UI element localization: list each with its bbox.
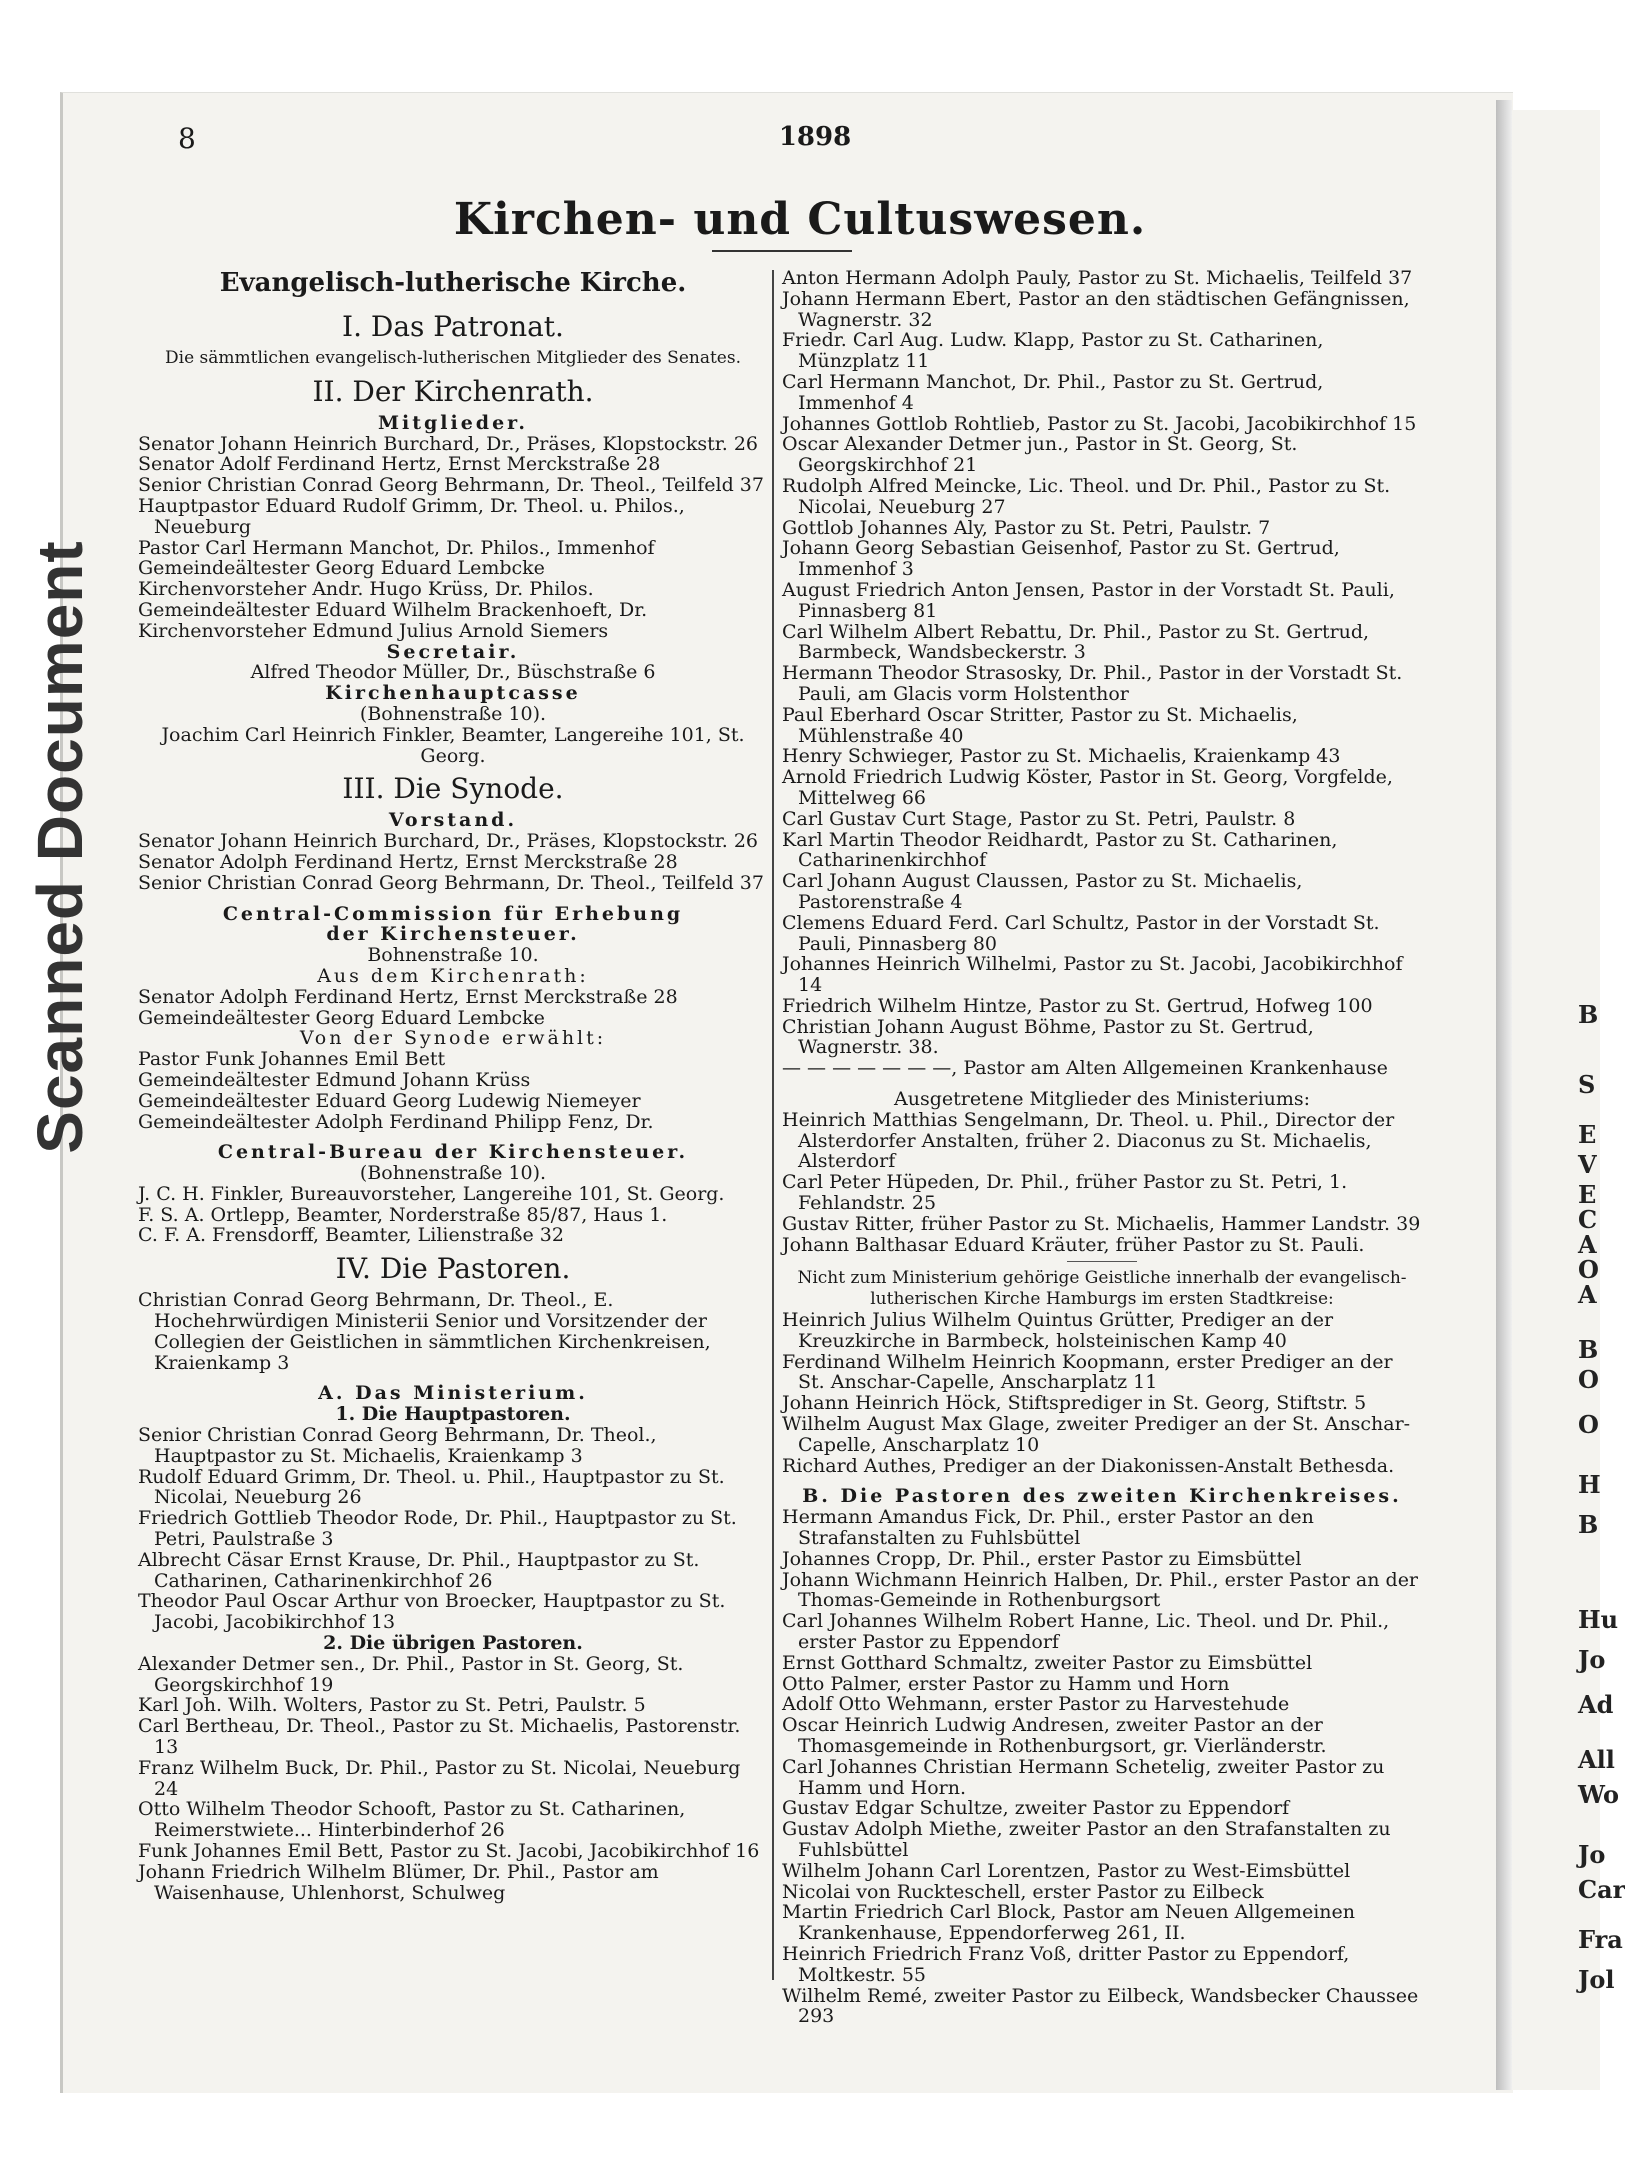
pastor-entry: Johann Hermann Ebert, Pastor an den städtischen Gefängnissen, Wagnerstr. 32: [782, 287, 1410, 331]
commission-heading-2: der Kirchensteuer.: [326, 923, 580, 946]
pastor-entry: Johann Georg Sebastian Geisenhof, Pastor zu St. Gertrud, Immenhof 3: [782, 537, 1340, 581]
former-members-list: [782, 1110, 1422, 1256]
section-title: Kirchen- und Cultuswesen.: [453, 194, 1147, 245]
pastor-entry: Karl Joh. Wilh. Wolters, Pastor zu St. Petri, Paulstr. 5: [138, 1694, 646, 1717]
second-district-entry: Wilhelm Remé, zweiter Pastor zu Eilbeck, Wandsbecker Chaussee 293: [782, 1984, 1419, 2028]
nonmember-entry: Heinrich Julius Wilhelm Quintus Grütter, Prediger an der Kreuzkirche in Barmbeck, holsteinischen Kamp 40: [782, 1309, 1334, 1352]
second-district-list: [782, 1507, 1422, 2027]
nonmember-heading: Nicht zum Ministerium gehörige Geistliche innerhalb der evangelisch-lutherischen Kirche Hamburgs im ersten Stadtkreise:: [797, 1268, 1407, 1310]
adjacent-page-fragment: O: [1578, 1255, 1599, 1284]
adjacent-page-fragment: All: [1578, 1745, 1615, 1774]
nonmember-list: [782, 1310, 1422, 1476]
nonmember-entry: Richard Authes, Prediger an der Diakonissen-Anstalt Bethesda.: [782, 1454, 1395, 1477]
treasury-person: Joachim Carl Heinrich Finkler, Beamter, Langereihe 101, St. Georg.: [161, 723, 745, 767]
pastor-entry: — — — — — — —, Pastor am Alten Allgemeinen Krankenhause: [782, 1057, 1388, 1080]
pastor-entry: Rudolph Alfred Meincke, Lic. Theol. und Dr. Phil., Pastor zu St. Nicolai, Neueburg 27: [782, 474, 1391, 518]
pastor-entry: Karl Martin Theodor Reidhardt, Pastor zu St. Catharinen, Catharinenkirchhof: [782, 828, 1338, 872]
pastor-entry: Carl Hermann Manchot, Dr. Phil., Pastor zu St. Gertrud, Immenhof 4: [782, 370, 1324, 414]
council-member-entry: Senator Adolph Ferdinand Hertz, Ernst Merckstraße 28: [138, 985, 678, 1008]
adjacent-page-fragment: E: [1578, 1180, 1597, 1209]
right-column: [782, 268, 1422, 2027]
bureau-member-entry: C. F. A. Frensdorff, Beamter, Lilienstraße 32: [138, 1224, 564, 1247]
adjacent-page-fragment: B: [1578, 1510, 1599, 1539]
patronat-heading: I. Das Patronat.: [342, 310, 564, 343]
pastor-entry: Alexander Detmer sen., Dr. Phil., Pastor in St. Georg, St. Georgskirchhof 19: [138, 1652, 684, 1696]
other-pastors-list: [138, 1654, 768, 1904]
bureau-member-entry: J. C. H. Finkler, Bureauvorsteher, Langereihe 101, St. Georg.: [138, 1182, 725, 1205]
hauptpastor-entry: Albrecht Cäsar Ernst Krause, Dr. Phil., Hauptpastor zu St. Catharinen, Catharinenkirchhof 26: [138, 1548, 700, 1592]
second-district-heading: B. Die Pastoren des zweiten Kirchenkreises.: [802, 1485, 1402, 1508]
from-synod-label: Von der Synode erwählt:: [299, 1027, 607, 1050]
synod-member-entry: Pastor Funk Johannes Emil Bett: [138, 1048, 446, 1071]
synode-board: [138, 831, 768, 893]
pastor-entry: Hermann Theodor Strasosky, Dr. Phil., Pastor in der Vorstadt St. Pauli, am Glacis vorm Holstenthor: [782, 662, 1403, 705]
senior-entry: Christian Conrad Georg Behrmann, Dr. Theol., E. Hochehrwürdigen Ministerii Senior und Vorsitzender der Collegien der Geistlichen in sämmtlichen Kirchenkreisen, Kraienkamp 3: [138, 1289, 711, 1374]
pastor-entry: Johannes Heinrich Wilhelmi, Pastor zu St. Jacobi, Jacobikirchhof 14: [782, 953, 1403, 997]
column-divider: [772, 270, 774, 1980]
member-entry: Gemeindeältester Eduard Wilhelm Brackenhoeft, Dr.: [138, 598, 648, 621]
board-entry: Senator Adolph Ferdinand Hertz, Ernst Merckstraße 28: [138, 850, 678, 873]
commission-address: Bohnenstraße 10.: [367, 944, 539, 967]
nonmember-entry: Ferdinand Wilhelm Heinrich Koopmann, erster Prediger an der St. Anschar-Capelle, Anscharplatz 11: [782, 1350, 1393, 1394]
council-member-entry: Gemeindeältester Georg Eduard Lembcke: [138, 1006, 545, 1029]
treasury-address: (Bohnenstraße 10).: [359, 702, 547, 725]
adjacent-page-fragment: Ad: [1578, 1690, 1614, 1719]
watermark: Scanned Document: [24, 540, 96, 1154]
treasury-heading: Kirchenhauptcasse: [325, 682, 581, 705]
member-entry: Kirchenvorsteher Andr. Hugo Krüss, Dr. Philos.: [138, 578, 594, 601]
page-year: 1898: [778, 122, 852, 152]
adjacent-page-fragment: B: [1578, 1335, 1599, 1364]
nonmember-entry: Wilhelm August Max Glage, zweiter Prediger an der St. Anschar-Capelle, Anscharplatz 10: [782, 1413, 1411, 1456]
synod-member-entry: Gemeindeältester Eduard Georg Ludewig Niemeyer: [138, 1089, 641, 1112]
adjacent-page-fragment: B: [1578, 1000, 1599, 1029]
second-district-entry: Johannes Cropp, Dr. Phil., erster Pastor zu Eimsbüttel: [782, 1547, 1302, 1570]
hauptpastor-entry: Rudolf Eduard Grimm, Dr. Theol. u. Phil., Hauptpastor zu St. Nicolai, Neueburg 26: [138, 1465, 725, 1509]
hauptpastoren-list: [138, 1425, 768, 1633]
pastor-entry: Funk Johannes Emil Bett, Pastor zu St. Jacobi, Jacobikirchhof 16: [138, 1840, 760, 1862]
commission-heading-1: Central-Commission für Erhebung: [222, 902, 684, 925]
adjacent-page-fragment: E: [1578, 1120, 1597, 1149]
kirchenrath-heading: II. Der Kirchenrath.: [312, 374, 594, 408]
bureau-member-entry: F. S. A. Ortlepp, Beamter, Norderstraße 85/87, Haus 1.: [138, 1203, 668, 1226]
second-district-entry: Heinrich Friedrich Franz Voß, dritter Pastor zu Eppendorf, Moltkestr. 55: [782, 1942, 1350, 1986]
former-member-entry: Carl Peter Hüpeden, Dr. Phil., früher Pastor zu St. Petri, 1. Fehlandstr. 25: [782, 1171, 1348, 1215]
hauptpastor-entry: Theodor Paul Oscar Arthur von Broecker, Hauptpastor zu St. Jacobi, Jacobikirchhof 13: [138, 1590, 726, 1634]
second-district-entry: Oscar Heinrich Ludwig Andresen, zweiter Pastor an der Thomasgemeinde in Rothenburgsort, gr. Vierländerstr.: [782, 1714, 1327, 1757]
synod-member-entry: Gemeindeältester Adolph Ferdinand Philipp Fenz, Dr.: [138, 1110, 654, 1133]
member-entry: Senior Christian Conrad Georg Behrmann, Dr. Theol., Teilfeld 37: [138, 474, 764, 497]
pastor-entry: Carl Gustav Curt Stage, Pastor zu St. Petri, Paulstr. 8: [782, 807, 1296, 830]
synod-members: [138, 1049, 768, 1132]
bureau-heading: Central-Bureau der Kirchensteuer.: [217, 1141, 689, 1164]
former-heading: Ausgetretene Mitglieder des Ministeriums:: [894, 1088, 1310, 1111]
adjacent-page-strip: [1512, 110, 1625, 2090]
pastor-entry: Gottlob Johannes Aly, Pastor zu St. Petri, Paulstr. 7: [782, 516, 1271, 539]
adjacent-page-fragment: C: [1578, 1205, 1598, 1234]
member-entry: Senator Johann Heinrich Burchard, Dr., Präses, Klopstockstr. 26: [138, 432, 759, 455]
board-entry: Senior Christian Conrad Georg Behrmann, Dr. Theol., Teilfeld 37: [138, 871, 764, 894]
pastoren-heading: IV. Die Pastoren.: [335, 1252, 571, 1286]
second-district-entry: Ernst Gotthard Schmaltz, zweiter Pastor zu Eimsbüttel: [782, 1651, 1313, 1674]
second-district-entry: Gustav Adolph Miethe, zweiter Pastor an den Strafanstalten zu Fuhlsbüttel: [782, 1818, 1391, 1861]
adjacent-page-fragment: A: [1578, 1230, 1597, 1259]
pastor-entry: Oscar Alexander Detmer jun., Pastor in St. Georg, St. Georgskirchhof 21: [782, 433, 1298, 477]
pastor-entry: Otto Wilhelm Theodor Schooft, Pastor zu St. Catharinen, Reimerstwiete... Hinterbinderhof 26: [138, 1798, 686, 1842]
title-rule: [712, 250, 852, 252]
former-member-entry: Johann Balthasar Eduard Kräuter, früher Pastor zu St. Pauli.: [782, 1233, 1365, 1256]
second-district-entry: Johann Wichmann Heinrich Halben, Dr. Phil., erster Pastor an der Thomas-Gemeinde in Rothenburgsort: [782, 1568, 1419, 1612]
adjacent-page-fragment: A: [1578, 1280, 1597, 1309]
bureau-address: (Bohnenstraße 10).: [359, 1162, 547, 1185]
from-council-label: Aus dem Kirchenrath:: [317, 964, 589, 987]
adjacent-page-fragment: Fra: [1578, 1925, 1623, 1954]
adjacent-page-fragment: O: [1578, 1410, 1599, 1439]
member-entry: Kirchenvorsteher Edmund Julius Arnold Siemers: [138, 619, 609, 642]
pastor-entry: Paul Eberhard Oscar Stritter, Pastor zu St. Michaelis, Mühlenstraße 40: [782, 703, 1298, 747]
pastor-entry: Friedr. Carl Aug. Ludw. Klapp, Pastor zu St. Catharinen, Münzplatz 11: [782, 329, 1324, 373]
adjacent-page-fragment: Jo: [1578, 1840, 1606, 1869]
pastor-entry: Henry Schwieger, Pastor zu St. Michaelis, Kraienkamp 43: [782, 745, 1341, 768]
pastor-entry: Carl Wilhelm Albert Rebattu, Dr. Phil., Pastor zu St. Gertrud, Barmbeck, Wandsbeckerstr. 3: [782, 620, 1370, 664]
secretary-entry: Alfred Theodor Müller, Dr., Büschstraße 6: [250, 661, 656, 684]
church-heading: Evangelisch-lutherische Kirche.: [219, 268, 687, 298]
pastor-entry: Carl Johann August Claussen, Pastor zu St. Michaelis, Pastorenstraße 4: [782, 870, 1303, 913]
second-district-entry: Martin Friedrich Carl Block, Pastor am Neuen Allgemeinen Krankenhause, Eppendorferweg 261, II.: [782, 1901, 1356, 1945]
member-entry: Hauptpastor Eduard Rudolf Grimm, Dr. Theol. u. Philos., Neueburg: [138, 494, 685, 538]
left-column: [138, 268, 768, 1903]
second-district-entry: Hermann Amandus Fick, Dr. Phil., erster Pastor an den Strafanstalten zu Fuhlsbüttel: [782, 1506, 1314, 1550]
second-district-entry: Gustav Edgar Schultze, zweiter Pastor zu Eppendorf: [782, 1797, 1290, 1820]
pastor-entry: Johannes Gottlob Rohtlieb, Pastor zu St. Jacobi, Jacobikirchhof 15: [782, 412, 1417, 435]
pastor-entry: Franz Wilhelm Buck, Dr. Phil., Pastor zu St. Nicolai, Neueburg 24: [138, 1756, 741, 1800]
pastor-entry: Anton Hermann Adolph Pauly, Pastor zu St. Michaelis, Teilfeld 37: [782, 267, 1413, 289]
secretary-heading: Secretair.: [386, 640, 520, 663]
second-district-entry: Carl Johannes Wilhelm Robert Hanne, Lic. Theol. und Dr. Phil., erster Pastor zu Eppendorf: [782, 1610, 1390, 1653]
members-heading: Mitglieder.: [377, 411, 529, 434]
hauptpastor-entry: Senior Christian Conrad Georg Behrmann, Dr. Theol., Hauptpastor zu St. Michaelis, Kraienkamp 3: [138, 1424, 657, 1467]
council-members: [138, 987, 768, 1029]
bureau-members: [138, 1184, 768, 1246]
member-entry: Pastor Carl Hermann Manchot, Dr. Philos., Immenhof: [138, 536, 655, 559]
pastor-entry: Johann Friedrich Wilhelm Blümer, Dr. Phil., Pastor am Waisenhause, Uhlenhorst, Schulweg: [138, 1860, 659, 1904]
nonmember-entry: Johann Heinrich Höck, Stiftsprediger in St. Georg, Stiftstr. 5: [782, 1392, 1367, 1415]
hauptpastor-entry: Friedrich Gottlieb Theodor Rode, Dr. Phil., Hauptpastor zu St. Petri, Paulstraße 3: [138, 1507, 737, 1551]
adjacent-page-fragment: O: [1578, 1365, 1599, 1394]
second-district-entry: Adolf Otto Wehmann, erster Pastor zu Harvestehude: [782, 1693, 1290, 1716]
pastor-entry: Christian Johann August Böhme, Pastor zu St. Gertrud, Wagnerstr. 38.: [782, 1015, 1314, 1059]
former-member-entry: Heinrich Matthias Sengelmann, Dr. Theol. u. Phil., Director der Alsterdorfer Anstalten, früher 2. Diaconus zu St. Michaelis, Alsterdorf: [782, 1108, 1395, 1173]
adjacent-page-fragment: Jo: [1578, 1645, 1606, 1674]
second-district-entry: Nicolai von Ruckteschell, erster Pastor zu Eilbeck: [782, 1880, 1264, 1903]
adjacent-page-fragment: Wo: [1578, 1780, 1620, 1809]
adjacent-page-fragment: Car: [1578, 1875, 1625, 1904]
second-district-entry: Otto Palmer, erster Pastor zu Hamm und Horn: [782, 1672, 1230, 1695]
board-entry: Senator Johann Heinrich Burchard, Dr., Präses, Klopstockstr. 26: [138, 830, 759, 853]
page-number: 8: [178, 122, 196, 155]
member-entry: Gemeindeältester Georg Eduard Lembcke: [138, 557, 545, 580]
second-district-entry: Wilhelm Johann Carl Lorentzen, Pastor zu West-Eimsbüttel: [782, 1859, 1351, 1882]
adjacent-page-fragment: Jol: [1578, 1965, 1615, 1994]
ministerium-heading: A. Das Ministerium.: [318, 1382, 588, 1405]
pastor-entry: Carl Bertheau, Dr. Theol., Pastor zu St. Michaelis, Pastorenstr. 13: [138, 1715, 741, 1759]
adjacent-page-fragment: Hu: [1578, 1605, 1619, 1634]
page-gutter-shadow: [1496, 100, 1512, 2090]
hauptpastoren-heading: 1. Die Hauptpastoren.: [335, 1403, 571, 1426]
adjacent-page-fragment: H: [1578, 1470, 1601, 1499]
second-district-entry: Carl Johannes Christian Hermann Schetelig, zweiter Pastor zu Hamm und Horn.: [782, 1755, 1385, 1799]
kirchenrath-members: [138, 434, 768, 642]
others-heading: 2. Die übrigen Pastoren.: [323, 1632, 583, 1655]
adjacent-page-fragment: S: [1578, 1070, 1596, 1099]
synode-heading: III. Die Synode.: [342, 772, 564, 806]
synod-member-entry: Gemeindeältester Edmund Johann Krüss: [138, 1068, 531, 1091]
pastor-entry: Clemens Eduard Ferd. Carl Schultz, Pastor in der Vorstadt St. Pauli, Pinnasberg 80: [782, 911, 1380, 955]
pastor-entry: Arnold Friedrich Ludwig Köster, Pastor in St. Georg, Vorgfelde, Mittelweg 66: [782, 766, 1393, 809]
former-member-entry: Gustav Ritter, früher Pastor zu St. Michaelis, Hammer Landstr. 39: [782, 1212, 1421, 1235]
pastor-list: [782, 268, 1422, 1079]
pastor-entry: August Friedrich Anton Jensen, Pastor in der Vorstadt St. Pauli, Pinnasberg 81: [782, 578, 1395, 622]
member-entry: Senator Adolf Ferdinand Hertz, Ernst Merckstraße 28: [138, 453, 661, 476]
patronat-text: Die sämmtlichen evangelisch-lutherischen Mitglieder des Senates.: [165, 348, 741, 368]
board-heading: Vorstand.: [388, 809, 518, 832]
adjacent-page-fragment: V: [1578, 1150, 1597, 1179]
pastor-entry: Friedrich Wilhelm Hintze, Pastor zu St. Gertrud, Hofweg 100: [782, 994, 1373, 1017]
